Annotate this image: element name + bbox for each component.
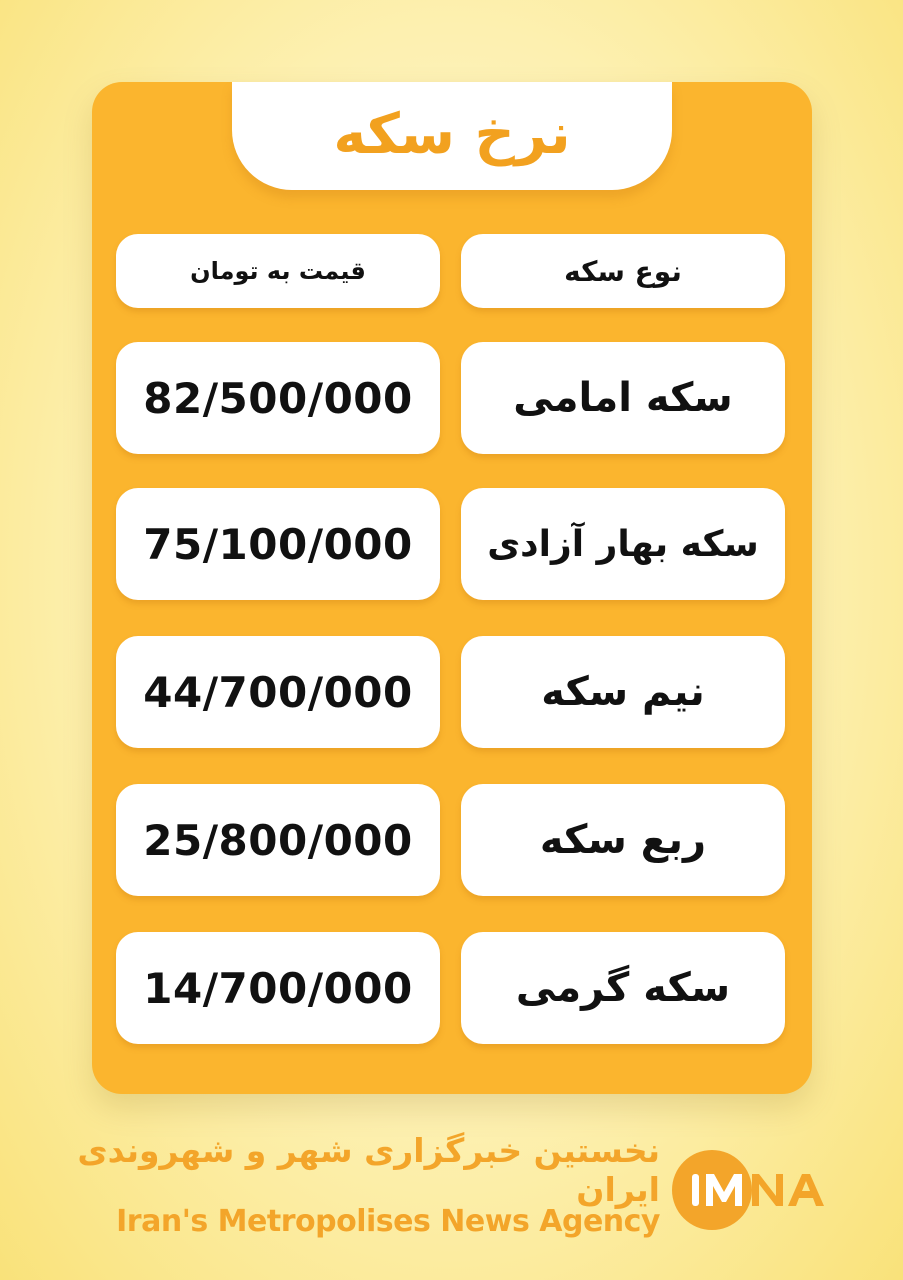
price-cell: 44/700/000 [116, 636, 440, 748]
page-title: نرخ سکه [333, 101, 571, 167]
coin-name-cell: سکه امامی [461, 342, 785, 454]
header-price: قیمت به تومان [116, 234, 440, 308]
coin-name-cell: ربع سکه [461, 784, 785, 896]
agency-name-english: Iran's Metropolises News Agency [116, 1203, 660, 1239]
header-coin-type: نوع سکه [461, 234, 785, 308]
price-cell: 25/800/000 [116, 784, 440, 896]
price-cell: 82/500/000 [116, 342, 440, 454]
agency-name-persian: نخستین خبرگزاری شهر و شهروندی ایران [77, 1131, 660, 1209]
coin-name-cell: نیم سکه [461, 636, 785, 748]
price-cell: 75/100/000 [116, 488, 440, 600]
imna-logo-icon [670, 1148, 840, 1232]
price-cell: 14/700/000 [116, 932, 440, 1044]
coin-name-cell: سکه گرمی [461, 932, 785, 1044]
coin-name-cell: سکه بهار آزادی [461, 488, 785, 600]
